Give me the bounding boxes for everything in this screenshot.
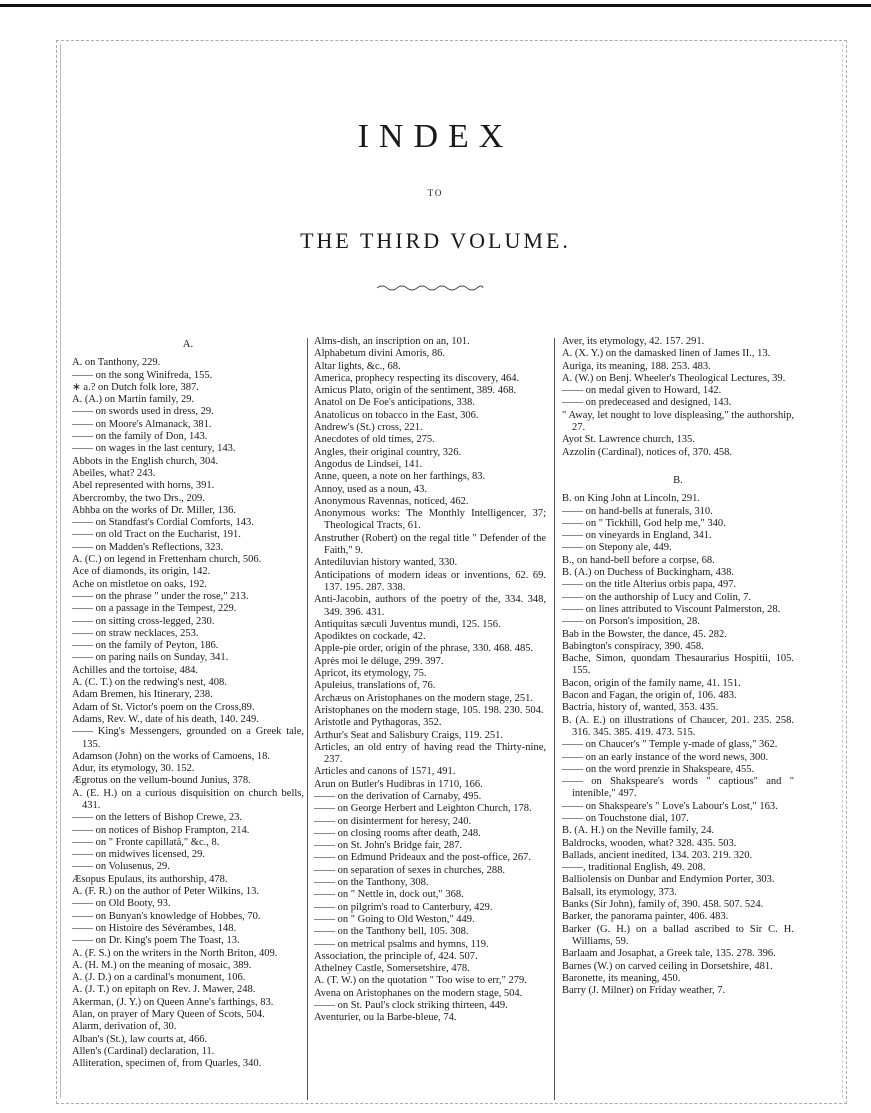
index-entry: A. on Tanthony, 229. (72, 357, 161, 369)
index-entry: —— on the Tanthony bell, 105. 308. (314, 926, 469, 938)
index-entry: Arun on Butler's Hudibras in 1710, 166. (314, 778, 483, 790)
index-entry: B. (A.) on Duchess of Buckingham, 438. (562, 567, 735, 579)
index-entry: —— on Old Booty, 93. (72, 898, 171, 910)
index-entry: Après moi le déluge, 299. 397. (314, 655, 444, 667)
index-entry: Aver, its etymology, 42. 157. 291. (562, 336, 705, 347)
section-heading: B. (673, 474, 683, 486)
index-entry: —— on disinterment for heresy, 240. (314, 815, 472, 827)
index-entry: Balsall, its etymology, 373. (562, 886, 677, 898)
index-entry: —— on notices of Bishop Frampton, 214. (72, 824, 250, 836)
index-entry: Balliolensis on Dunbar and Endymion Porter, 303. (562, 874, 775, 886)
index-entry: —— on the letters of Bishop Crewe, 23. (72, 812, 243, 824)
index-entry: —— on Standfast's Cordial Comforts, 143. (72, 517, 254, 529)
index-entry: —— on vineyards in England, 341. (562, 530, 712, 542)
index-entry: —— on the derivation of Carnaby, 495. (314, 790, 482, 802)
index-entry: Bab in the Bowster, the dance, 45. 282. (562, 628, 727, 640)
index-entry: Banks (Sir John), family of, 390. 458. 507. 524. (562, 899, 764, 911)
index-entry: A. (F. S.) on the writers in the North Briton, 409. (72, 947, 278, 959)
index-entry: —— on " Going to Old Weston," 449. (314, 913, 475, 925)
index-entry: Barry (J. Milner) on Friday weather, 7. (562, 985, 726, 997)
index-entry: Alphabetum divini Amoris, 86. (314, 348, 445, 360)
index-entry: Alban's (St.), law courts at, 466. (72, 1033, 208, 1045)
index-entry: Adam Bremen, his Itinerary, 238. (72, 689, 213, 701)
index-entry: B. on King John at Lincoln, 291. (562, 493, 700, 505)
index-entry: Anonymous works: The Monthly Intelligencer, 37; Theological Tracts, 61. (314, 508, 546, 532)
index-entry: A. (T. W.) on the quotation " Too wise to err," 279. (314, 975, 527, 987)
index-entry: —— on an early instance of the word news, 300. (562, 751, 769, 763)
index-entry: Anne, queen, a note on her farthings, 83. (314, 471, 486, 483)
index-entry: Apodiktes on cockade, 42. (314, 631, 426, 643)
index-entry: Aristotle and Pythagoras, 352. (314, 717, 442, 729)
index-entry: ——, traditional English, 49. 208. (562, 862, 706, 874)
index-entry: —— on the word prenzie in Shakspeare, 455. (562, 763, 755, 775)
index-entry: —— on Edmund Prideaux and the post-office, 267. (314, 852, 532, 864)
index-entry: —— on separation of sexes in churches, 288. (314, 864, 505, 876)
index-entry: Abel represented with horns, 391. (72, 480, 215, 492)
index-entry: A. (E. H.) on a curious disquisition on church bells, 431. (72, 787, 304, 811)
index-entry: Apricot, its etymology, 75. (314, 668, 427, 680)
index-entry: —— on Histoire des Sévérambes, 148. (72, 922, 237, 934)
index-entry: —— on wages in the last century, 143. (72, 443, 236, 455)
index-entry: Achilles and the tortoise, 484. (72, 664, 198, 676)
index-entry: —— on Bunyan's knowledge of Hobbes, 70. (72, 910, 261, 922)
index-entry: Bache, Simon, quondam Thesaurarius Hospitii, 105. 155. (562, 653, 794, 677)
column-divider (307, 338, 308, 1100)
index-entry: " Away, let nought to love displeasing," the authorship, 27. (562, 409, 794, 434)
index-entry: Akerman, (J. Y.) on Queen Anne's farthings, 83. (72, 996, 274, 1008)
index-entry: —— on swords used in dress, 29. (72, 406, 214, 418)
index-entry: Auriga, its meaning, 188. 253. 483. (562, 360, 711, 372)
index-entry: A. (H. M.) on the meaning of mosaic, 389. (72, 959, 252, 971)
title-flourish (375, 284, 485, 292)
index-entry: A. (C.) on legend in Frettenham church, 506. (72, 554, 262, 566)
index-entry: Æsopus Epulaus, its authorship, 478. (72, 873, 228, 885)
index-entry: Anonymous Ravennas, noticed, 462. (314, 495, 469, 507)
index-entry: —— on hand-bells at funerals, 310. (562, 505, 713, 517)
index-entry: Barlaam and Josaphat, a Greek tale, 135. 278. 396. (562, 948, 776, 960)
index-entry: Barnes (W.) on carved ceiling in Dorsetshire, 481. (562, 960, 773, 972)
index-entry: Annoy, used as a noun, 43. (314, 483, 428, 495)
column-divider (554, 338, 555, 1100)
index-entry: Allen's (Cardinal) declaration, 11. (72, 1045, 215, 1057)
index-entry: Angodus de Lindsei, 141. (314, 458, 423, 470)
index-entry: Ægrotus on the vellum-bound Junius, 378. (72, 775, 251, 787)
index-entry: Amicus Plato, origin of the sentiment, 389. 468. (314, 385, 517, 397)
index-entry: —— on closing rooms after death, 248. (314, 827, 481, 839)
index-entry: —— on the family of Don, 143. (72, 431, 208, 443)
index-entry: Articles, an old entry of having read the Thirty-nine, 237. (314, 741, 546, 766)
index-entry: A. (J. D.) on a cardinal's monument, 106. (72, 972, 246, 984)
index-entry: Baldrocks, wooden, what? 328. 435. 503. (562, 837, 737, 849)
index-entry: Abeiles, what? 243. (72, 467, 156, 479)
index-entry: Arthur's Seat and Salisbury Craigs, 119. 251. (314, 729, 504, 741)
index-entry: —— on predeceased and designed, 143. (562, 397, 732, 409)
index-entry: Azzolin (Cardinal), notices of, 370. 458. (562, 446, 732, 458)
index-column-2 (314, 336, 546, 1106)
index-entry: Adams, Rev. W., date of his death, 140. 249. (72, 713, 259, 725)
index-column-3 (562, 336, 794, 1106)
index-entry: Abbots in the English church, 304. (72, 455, 219, 467)
index-entry: Ayot St. Lawrence church, 135. (562, 434, 695, 446)
index-entry: Apuleius, translations of, 76. (314, 680, 436, 692)
index-entry: Altar lights, &c., 68. (314, 360, 401, 372)
index-entry: —— on a passage in the Tempest, 229. (72, 603, 237, 615)
index-entry: Barker, the panorama painter, 406. 483. (562, 911, 729, 923)
index-entry: Anti-Jacobin, authors of the poetry of the, 334. 348, 349. 396. 431. (314, 594, 546, 618)
index-entry: Antiquitas sæculi Juventus mundi, 125. 156. (314, 618, 501, 630)
index-entry: Athelney Castle, Somersetshire, 478. (314, 963, 470, 975)
index-entry: Bacon and Fagan, the origin of, 106. 483. (562, 690, 737, 702)
index-entry: Archæus on Aristophanes on the modern stage, 251. (314, 692, 534, 704)
section-heading: A. (182, 339, 194, 350)
index-entry: Adam of St. Victor's poem on the Cross,89. (72, 701, 255, 713)
index-entry: —— on " Nettle in, dock out," 368. (314, 889, 464, 901)
index-entry: Andrew's (St.) cross, 221. (314, 422, 423, 434)
index-entry: —— on straw necklaces, 253. (72, 627, 199, 639)
index-entry: ∗ a.? on Dutch folk lore, 387. (72, 381, 199, 393)
index-entry: —— on metrical psalms and hymns, 119. (314, 938, 489, 950)
index-entry: Abercromby, the two Drs., 209. (72, 492, 205, 504)
index-entry: Alarm, derivation of, 30. (72, 1021, 177, 1033)
index-entry: —— on the phrase " under the rose," 213. (72, 590, 249, 602)
index-entry: —— on Shakspeare's words " captious" and " intenible," 497. (562, 776, 794, 800)
index-entry: —— King's Messengers, grounded on a Greek tale, 135. (72, 726, 304, 750)
index-entry: Aristophanes on the modern stage, 105. 198. 230. 504. (314, 704, 544, 716)
index-entry: —— on sitting cross-legged, 230. (72, 615, 215, 627)
index-entry: B. (A. E.) on illustrations of Chaucer, 201. 235. 258. 316. 345. 385. 419. 473. 515. (562, 714, 794, 738)
index-entry: —— on medal given to Howard, 142. (562, 385, 722, 397)
index-entry: Anecdotes of old times, 275. (314, 434, 435, 446)
index-entry: Association, the principle of, 424. 507. (314, 950, 478, 962)
index-entry: —— on Dr. King's poem The Toast, 13. (72, 935, 240, 947)
index-entry: —— on the family of Peyton, 186. (72, 640, 219, 652)
index-entry: —— on the song Winifreda, 155. (72, 369, 213, 381)
index-entry: Aventurier, ou la Barbe-bleue, 74. (314, 1012, 457, 1024)
index-entry: —— on paring nails on Sunday, 341. (72, 652, 229, 664)
index-entry: Adur, its etymology, 30. 152. (72, 763, 195, 775)
index-entry: Antediluvian history wanted, 330. (314, 557, 458, 569)
index-entry: Ache on mistletoe on oaks, 192. (72, 578, 208, 590)
index-entry: A. (J. T.) on epitaph on Rev. J. Mawer, 248. (72, 984, 256, 996)
index-entry: —— on the title Alterius orbis papa, 497. (562, 579, 737, 591)
index-entry: Anatolicus on tobacco in the East, 306. (314, 409, 479, 421)
index-entry: A. (F. R.) on the author of Peter Wilkins, 13. (72, 886, 259, 898)
index-entry: Baronette, its meaning, 450. (562, 972, 681, 984)
index-entry: —— on Shakspeare's " Love's Labour's Lost," 163. (562, 800, 778, 812)
index-entry: —— on Volusenus, 29. (72, 861, 170, 873)
index-entry: Babington's conspiracy, 390. 458. (562, 640, 704, 652)
index-entry: —— on Moore's Almanack, 381. (72, 418, 212, 430)
index-entry: A. (C. T.) on the redwing's nest, 408. (72, 677, 227, 689)
index-entry: —— on lines attributed to Viscount Palmerston, 28. (562, 603, 781, 615)
index-entry: Alan, on prayer of Mary Queen of Scots, 504. (72, 1009, 265, 1021)
index-entry: —— on midwives licensed, 29. (72, 849, 205, 861)
index-entry: —— on St. Paul's clock striking thirteen, 449. (314, 1000, 508, 1012)
page-subtitle: THE THIRD VOLUME. (300, 228, 571, 253)
index-entry: —— on old Tract on the Eucharist, 191. (72, 529, 241, 541)
index-entry: Ace of diamonds, its origin, 142. (72, 566, 211, 578)
index-entry: Anatol on De Foe's anticipations, 338. (314, 397, 475, 409)
index-entry: Alliteration, specimen of, from Quarles, 340. (72, 1058, 262, 1070)
index-entry: Bacon, origin of the family name, 41. 151. (562, 677, 741, 689)
index-entry: —— on George Herbert and Leighton Church, 178. (314, 803, 532, 815)
index-entry: Angles, their original country, 326. (314, 446, 462, 458)
index-entry: —— on Chaucer's " Temple y-made of glass," 362. (562, 739, 778, 751)
index-entry: Adamson (John) on the works of Camoens, 18. (72, 750, 271, 762)
index-entry: Articles and canons of 1571, 491. (314, 766, 456, 778)
index-entry: B., on hand-bell before a corpse, 68. (562, 554, 715, 566)
index-entry: —— on St. John's Bridge fair, 287. (314, 840, 463, 852)
index-entry: —— on the authorship of Lucy and Colin, 7. (562, 591, 751, 603)
title-connector: TO (427, 188, 444, 198)
index-entry: A. (A.) on Martin family, 29. (72, 394, 195, 406)
index-entry: A. (W.) on Benj. Wheeler's Theological Lectures, 39. (562, 372, 786, 384)
index-entry: —— on Stepony ale, 449. (562, 542, 672, 554)
index-entry: —— on Touchstone dial, 107. (562, 812, 689, 824)
index-entry: Barker (G. H.) on a ballad ascribed to Sir C. H. Williams, 59. (562, 923, 794, 947)
index-entry: —— on pilgrim's road to Canterbury, 429. (314, 901, 493, 913)
top-rule (0, 4, 871, 7)
index-entry: A. (X. Y.) on the damasked linen of James II., 13. (562, 348, 771, 360)
index-entry: —— on " Fronte capillatâ," &c., 8. (72, 836, 220, 848)
index-entry: —— on Madden's Reflections, 323. (72, 541, 224, 553)
index-column-1 (72, 336, 304, 1106)
index-entry: Avena on Aristophanes on the modern stage, 504. (314, 987, 523, 999)
index-entry: B. (A. H.) on the Neville family, 24. (562, 825, 715, 837)
index-entry: Ballads, ancient inedited, 134. 203. 219. 320. (562, 849, 753, 861)
index-entry: Alms-dish, an inscription on an, 101. (314, 336, 470, 347)
index-entry: Anticipations of modern ideas or inventions, 62. 69. 137. 195. 287. 338. (314, 569, 546, 593)
index-entry: —— on the Tanthony, 308. (314, 877, 429, 889)
index-entry: Anstruther (Robert) on the regal title " Defender of the Faith," 9. (314, 532, 546, 557)
index-entry: Bactria, history of, wanted, 353. 435. (562, 702, 719, 714)
index-entry: America, prophecy respecting its discovery, 464. (314, 372, 520, 384)
index-entry: —— on Porson's imposition, 28. (562, 616, 700, 628)
index-entry: Apple-pie order, origin of the phrase, 330. 468. 485. (314, 643, 534, 655)
page-title: INDEX (357, 118, 514, 155)
index-entry: —— on " Tickhill, God help me," 340. (562, 517, 726, 529)
index-entry: Abhba on the works of Dr. Miller, 136. (72, 504, 237, 516)
